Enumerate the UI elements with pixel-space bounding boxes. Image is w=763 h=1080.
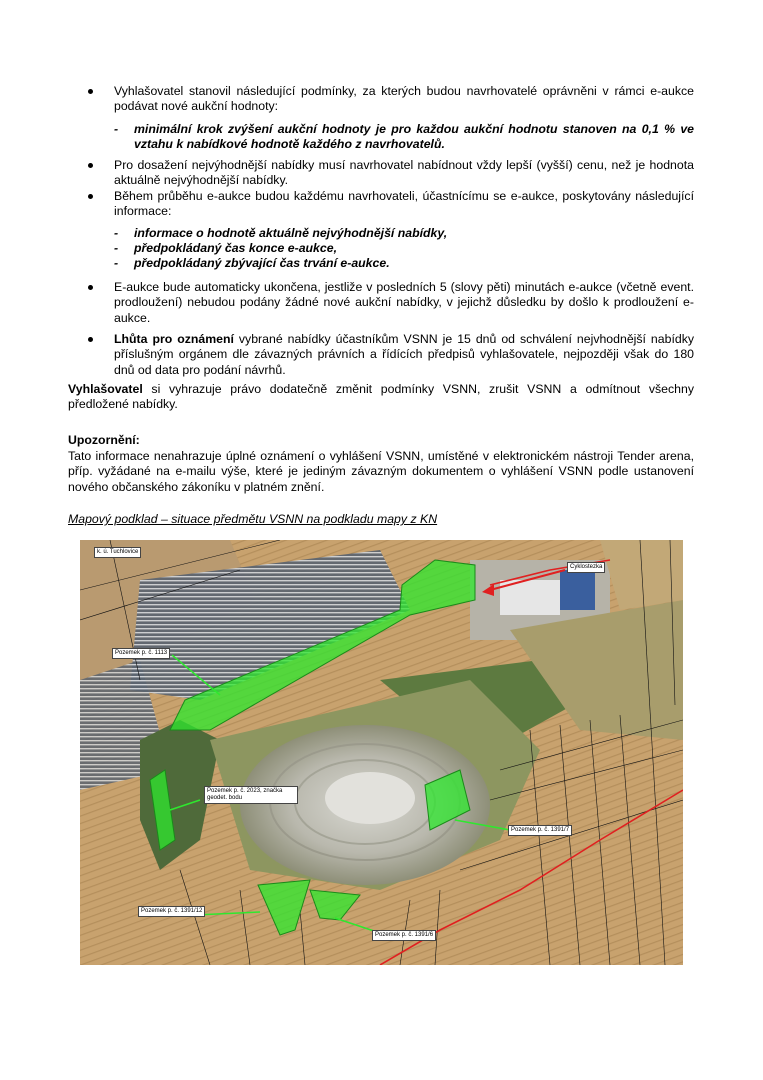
bullet-text-deadline <box>114 332 694 378</box>
dash-text: minimální krok zvýšení aukční hodnoty je pro každou aukční hodnotu stanoven na 0,1 % ve vztahu k nabídkové hodnotě každého z navrhovatelů. <box>134 122 694 152</box>
dash-text: informace o hodnotě aktuálně nejvýhodnější nabídky, <box>134 226 448 240</box>
label-parcel-1391-12: Pozemek p. č. 1391/12 <box>138 906 205 917</box>
bullet-text-conditions: Vyhlašovatel stanovil následující podmínky, za kterých budou navrhovatelé oprávněni v rámci e-aukce podávat nové aukční hodnoty: <box>114 84 694 114</box>
bullet-text-best-offer: Pro dosažení nejvýhodnější nabídky musí navrhovatel nabídnout vždy lepší (vyšší) cenu, než je hodnota aktuálně nejvýhodnější nabídky. <box>114 158 694 188</box>
dash-text: předpokládaný čas konce e-aukce, <box>134 241 337 255</box>
dash-marker: - <box>114 241 119 255</box>
bullet-icon <box>88 158 96 168</box>
reserve-bold: Vyhlašovatel <box>68 382 143 396</box>
label-ku: k. ú. Tuchlovice <box>94 547 141 558</box>
dash-marker: - <box>114 256 119 270</box>
reserve-paragraph <box>68 382 694 413</box>
dash-marker: - <box>114 226 119 240</box>
bullet-icon <box>88 84 96 94</box>
bullet-text-auto-end: E-aukce bude automaticky ukončena, jestliže v posledních 5 (slovy pěti) minutách e-aukce (včetně event. prodloužení) nebudou podány žádné nové aukční nabídky, v jejichž důsledku by došlo k prodloužení e-aukce. <box>114 280 694 325</box>
reserve-text: si vyhrazuje právo dodatečně změnit podmínky VSNN, zrušit VSNN a odmítnout všechny předložené nabídky. <box>68 382 694 412</box>
deadline-text: vybrané nabídky účastníkům VSNN je 15 dnů od schválení nejvhodnější nabídky příslušným orgánem dle závazných právních a řídících předpisů vyhlašovatele, nejpozději však do 180 dnů od data pro podání návrhů. <box>114 332 694 377</box>
map-graphic <box>80 540 683 965</box>
dash-item-remaining-time <box>114 256 694 271</box>
dash-item-end-time <box>114 241 694 256</box>
notice-text: Tato informace nenahrazuje úplné oznámení o vyhlášení VSNN, umístěné v elektronickém nástroji Tender arena, příp. vyžádané na e-mailu výše, které je jediným závazným dokumentem o vyhlášení VSNN podle ustanovení nového občanského zákoníku v platném znění. <box>68 449 694 494</box>
label-parcel-1113: Pozemek p. č. 1113 <box>112 648 170 659</box>
bullet-text-information: Během průběhu e-aukce budou každému navrhovateli, účastnícímu se e-aukce, poskytovány následující informace: <box>114 189 694 219</box>
dash-marker: - <box>114 122 119 136</box>
label-parcel-2023: Pozemek p. č. 2023, značka geodet. bodu <box>204 786 298 804</box>
deadline-bold: Lhůta pro oznámení <box>114 332 234 346</box>
label-cyklostezka: Cyklostezka <box>567 562 605 573</box>
dash-item-current-best <box>114 226 694 241</box>
bullet-icon <box>88 332 96 342</box>
dash-item-min-step <box>114 122 694 153</box>
bullet-icon <box>88 189 96 199</box>
dash-text: předpokládaný zbývající čas trvání e-aukce. <box>134 256 390 270</box>
cadastral-map <box>80 540 683 965</box>
label-parcel-1391-6: Pozemek p. č. 1391/6 <box>372 930 436 941</box>
bullet-icon <box>88 280 96 290</box>
notice-heading: Upozornění: <box>68 433 140 447</box>
map-caption: Mapový podklad – situace předmětu VSNN na podkladu mapy z KN <box>68 512 438 526</box>
label-parcel-1391-7: Pozemek p. č. 1391/7 <box>508 825 572 836</box>
